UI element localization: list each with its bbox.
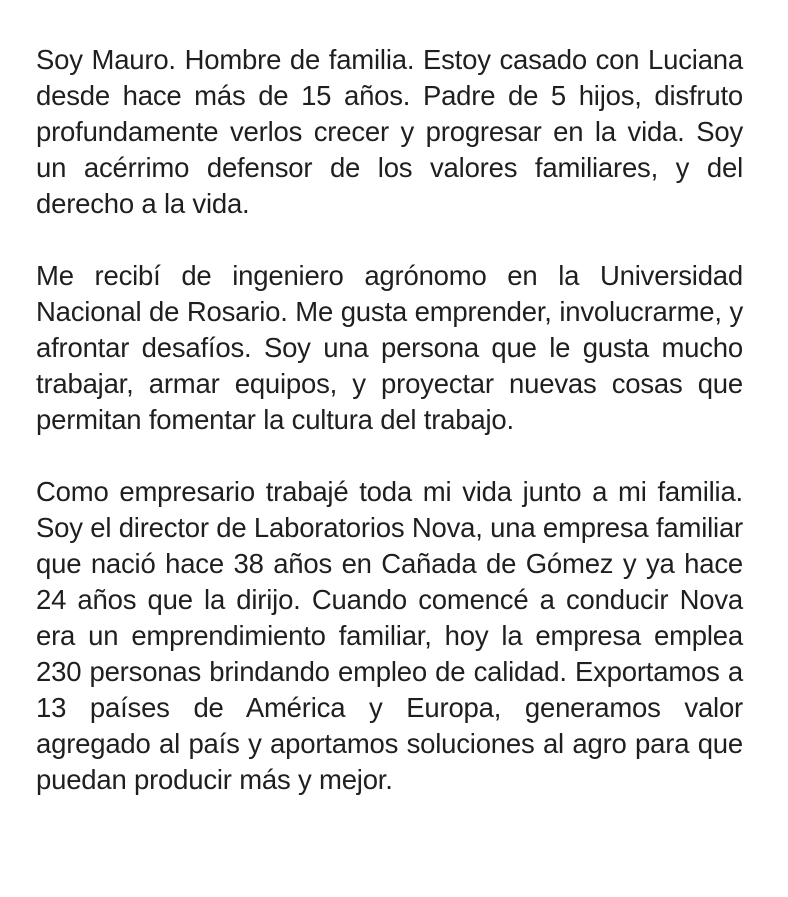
- bio-paragraph-family: Soy Mauro. Hombre de familia. Estoy casado con Luciana desde hace más de 15 años. Padre de 5 hijos, disfruto profundamente verlos crecer y progresar en la vida. Soy un acérrimo defensor de los valores familiares, y del derecho a la vida.: [36, 44, 743, 219]
- bio-paragraph-education: Me recibí de ingeniero agrónomo en la Universidad Nacional de Rosario. Me gusta emprender, involucrarme, y afrontar desafíos. Soy una persona que le gusta mucho trabajar, armar equipos, y proyectar nuevas cosas que permitan fomentar la cultura del trabajo.: [36, 260, 743, 435]
- bio-paragraph-business: Como empresario trabajé toda mi vida junto a mi familia. Soy el director de Laboratorios Nova, una empresa familiar que nació hace 38 años en Cañada de Gómez y ya hace 24 años que la dirijo. Cuando comencé a conducir Nova era un emprendimiento familiar, hoy la empresa emplea 230 personas brindando empleo de calidad. Exportamos a 13 países de América y Europa, generamos valor agregado al país y aportamos soluciones al agro para que puedan producir más y mejor.: [36, 476, 743, 795]
- bio-text: [36, 42, 743, 798]
